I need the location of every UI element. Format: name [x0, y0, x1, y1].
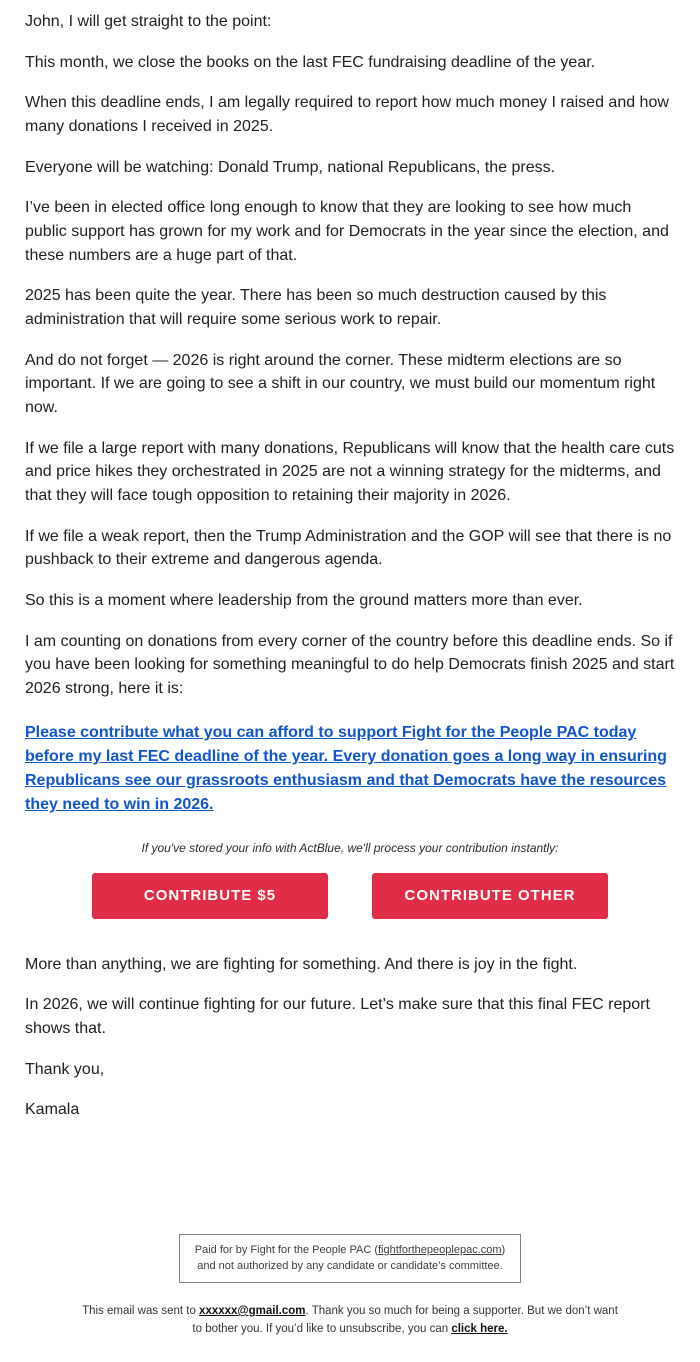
footer-sent-suffix: . Thank you so much for being a supporter. But we don’t want to bother you. If you’d like to unsubscribe, you can [192, 1304, 618, 1335]
body-paragraph: Everyone will be watching: Donald Trump, national Republicans, the press. [25, 158, 556, 176]
contribute-button-row [25, 873, 675, 919]
body-paragraph: If we file a large report with many donations, Republicans will know that the health care cuts and price hikes they orchestrated in 2025 are not a winning strategy for the midterms, and that they will face tough opposition to retaining their majority in 2026. [25, 439, 675, 505]
body-paragraph: This month, we close the books on the last FEC fundraising deadline of the year. [25, 53, 596, 71]
body-paragraph: John, I will get straight to the point: [25, 13, 272, 30]
body-paragraph: More than anything, we are fighting for something. And there is joy in the fight. [25, 955, 578, 973]
body-paragraph: 2025 has been quite the year. There has been so much destruction caused by this administration that will require some serious work to repair. [25, 287, 607, 329]
disclaimer-text-prefix: Paid for by Fight for the People PAC ( [194, 1244, 378, 1257]
closing-thanks: Thank you, [25, 1060, 105, 1078]
footer-sent-prefix: This email was sent to [82, 1304, 200, 1317]
body-paragraph: I am counting on donations from every corner of the country before this deadline ends. So if you have been looking for something meaningful to do help Democrats finish 2025 and start 2026 strong, here it is: [25, 632, 675, 698]
body-paragraph: In 2026, we will continue fighting for our future. Let’s make sure that this final FEC report shows that. [25, 996, 650, 1038]
actblue-instant-note: If you've stored your info with ActBlue, we'll process your contribution instantly: [141, 840, 559, 855]
body-paragraph: And do not forget — 2026 is right around the corner. These midterm elections are so important. If we are going to see a shift in our country, we must build our momentum right now. [25, 351, 656, 417]
recipient-email-link[interactable]: xxxxxx@gmail.com [199, 1304, 306, 1317]
pac-website-link[interactable]: fightforthepeoplepac.com [378, 1244, 502, 1257]
cta-paragraph [25, 721, 675, 817]
contribute-5-button[interactable]: CONTRIBUTE $5 [92, 873, 328, 919]
footer-unsubscribe-note [78, 1303, 623, 1339]
unsubscribe-link[interactable]: click here. [451, 1322, 508, 1335]
paid-for-disclaimer-box [179, 1234, 521, 1283]
body-paragraph: When this deadline ends, I am legally required to report how much money I raised and how many donations I received in 2025. [25, 94, 669, 136]
signature: Kamala [25, 1101, 80, 1119]
body-paragraph: I’ve been in elected office long enough to know that they are looking to see how much public support has grown for my work and for Democrats in the year since the election, and these numbers are a huge part of that. [25, 199, 669, 264]
disclaimer-section [25, 1234, 675, 1283]
body-paragraph: If we file a weak report, then the Trump Administration and the GOP will see that there is no pushback to their extreme and dangerous agenda. [25, 527, 672, 569]
disclaimer-text-suffix: ) and not authorized by any candidate or candidate’s committee. [197, 1244, 506, 1272]
email-closing-copy [25, 953, 675, 1122]
contribute-cta-link[interactable]: Please contribute what you can afford to support Fight for the People PAC today before my last FEC deadline of the year. Every donation goes a long way in ensuring Republicans see our grassroots enthusiasm and that Democrats have the resources they need to win in 2026. [25, 723, 667, 813]
body-paragraph: So this is a moment where leadership from the ground matters more than ever. [25, 592, 583, 610]
contribute-other-button[interactable]: CONTRIBUTE OTHER [372, 873, 608, 919]
email-main-copy [25, 10, 675, 1122]
